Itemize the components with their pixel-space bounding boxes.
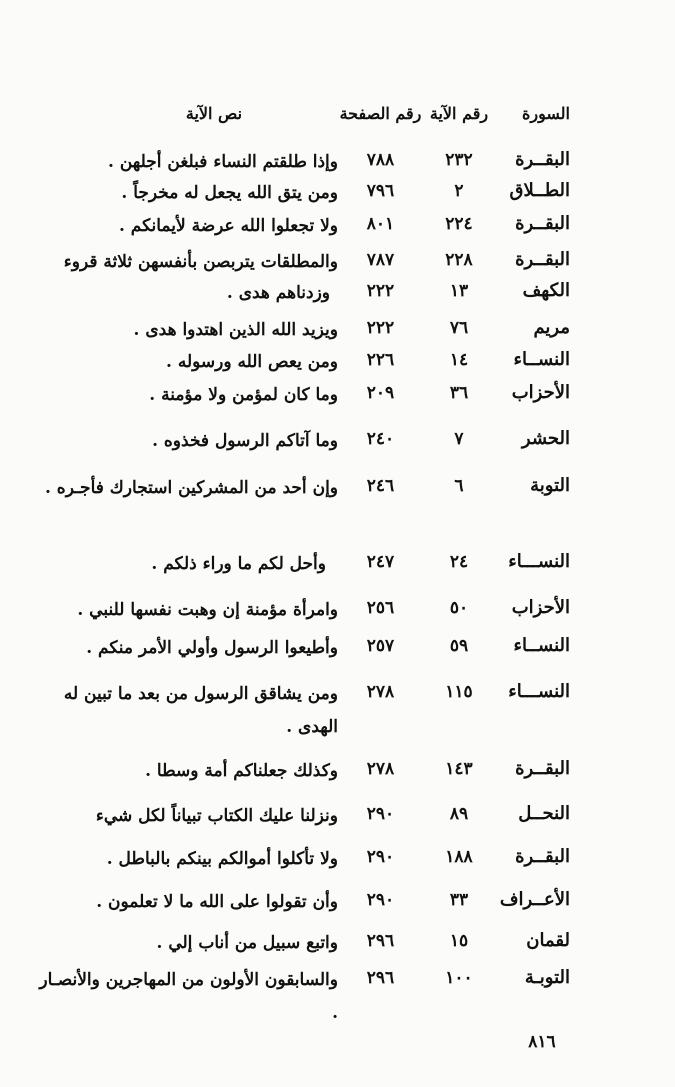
table-row [30, 927, 570, 960]
sura-name: البقــرة [515, 758, 570, 779]
table-row [30, 277, 570, 310]
table-row [30, 886, 570, 919]
ayah-text: وما آتاكم الرسول فخذوه . [152, 431, 338, 451]
ayah-text: ولا تجعلوا الله عرضة لأيمانكم . [118, 216, 338, 236]
ayah-text: ومن يعص الله ورسوله . [166, 352, 338, 372]
ayah-text: والمطلقات يتربصن بأنفسهن ثلاثة قروء [63, 252, 338, 272]
sura-name: الكهف [522, 280, 570, 301]
ayah-text: ومن يشاقق الرسول من بعد ما تبين له الهدى . [63, 684, 338, 737]
ayah-number: ٦ [454, 476, 464, 496]
table-row [30, 755, 570, 788]
page-number: ٢٢٢ [366, 318, 395, 338]
ayah-number: ٥٠ [449, 598, 469, 618]
header-sura: السورة [522, 104, 570, 123]
page-number: ٢٩٠ [366, 847, 395, 867]
table-row [30, 314, 570, 347]
page-number: ٢٢٦ [366, 350, 395, 370]
sura-name: النســـاء [508, 551, 570, 572]
page-number: ٢٧٨ [366, 759, 395, 779]
sura-name: الطــلاق [509, 180, 570, 201]
ayah-number: ٧٦ [449, 318, 469, 338]
ayah-number: ١٨٨ [445, 847, 473, 867]
sura-name: البقــرة [515, 213, 570, 234]
ayah-number: ٢ [454, 181, 464, 201]
ayah-number: ١١٥ [445, 682, 473, 702]
ayah-text: وكذلك جعلناكم أمة وسطا . [145, 761, 338, 781]
ayah-number: ١٥ [449, 931, 469, 951]
header-ayah-text: نص الآية [185, 104, 243, 123]
ayah-number: ٢٢٨ [445, 250, 473, 270]
ayah-number: ٢٢٤ [445, 214, 473, 234]
sura-name: التوبة [530, 475, 570, 496]
page-number: ٨٠١ [366, 214, 395, 234]
sura-name: مريم [533, 317, 570, 338]
sura-name: البقــرة [515, 846, 570, 867]
table-row [30, 678, 570, 744]
sura-name: البقــرة [515, 249, 570, 270]
table-row [30, 425, 570, 458]
page-number: ٢٩٦ [366, 968, 395, 988]
page-number: ٧٩٦ [366, 181, 395, 201]
ayah-text: وامرأة مؤمنة إن وهبت نفسها للنبي . [77, 600, 338, 620]
table-row [30, 246, 570, 279]
ayah-text: وأحل لكم ما وراء ذلكم . [151, 554, 326, 574]
ayah-text: واتبع سبيل من أناب إلي . [156, 933, 338, 953]
page-number: ٧٨٨ [366, 150, 395, 170]
table-row [30, 177, 570, 210]
table-row [30, 346, 570, 379]
ayah-text: ولا تأكلوا أموالكم بينكم بالباطل . [106, 849, 338, 869]
page-number: ٢٩٦ [366, 931, 395, 951]
sura-name: الأعــراف [499, 889, 570, 910]
table-row [30, 548, 570, 581]
ayah-text: وأن تقولوا على الله ما لا تعلمون . [96, 892, 338, 912]
ayah-text: ويزيد الله الذين اهتدوا هدى . [133, 320, 338, 340]
ayah-number: ٣٣ [449, 890, 469, 910]
sura-name: النســاء [513, 635, 570, 656]
page-number: ٢٤٦ [366, 476, 395, 496]
ayah-number: ٧ [454, 429, 464, 449]
sura-name: النحــل [518, 803, 570, 824]
table-row [30, 146, 570, 179]
table-row [30, 632, 570, 665]
page-number: ٢٥٦ [366, 598, 395, 618]
sura-name: الحشر [521, 428, 570, 449]
sura-name: البقــرة [515, 149, 570, 170]
page-number: ٢٢٢ [366, 281, 395, 301]
ayah-number: ١٠٠ [445, 968, 473, 988]
page-number: ٢٩٠ [366, 890, 395, 910]
table-header [30, 104, 570, 132]
table-row [30, 964, 570, 1030]
ayah-text: والسابقون الأولون من المهاجرين والأنصـار . [39, 970, 338, 1023]
table-row [30, 843, 570, 876]
ayah-number: ٨٩ [449, 804, 469, 824]
page-number: ٢٧٨ [366, 682, 395, 702]
table-row [30, 800, 570, 833]
ayah-number: ٢٣٢ [445, 150, 473, 170]
sura-name: الأحزاب [511, 382, 570, 403]
sura-name: النســاء [513, 349, 570, 370]
ayah-number: ١٣ [449, 281, 469, 301]
table-row [30, 210, 570, 243]
ayah-text: وإذا طلقتم النساء فبلغن أجلهن . [108, 152, 338, 172]
header-page-number: رقم الصفحة [339, 104, 422, 123]
page-number: ٢٥٧ [366, 636, 395, 656]
table-row [30, 472, 570, 505]
ayah-number: ٢٤ [449, 552, 469, 572]
table-row [30, 379, 570, 412]
table-row [30, 594, 570, 627]
page-number: ٢٤٧ [366, 552, 395, 572]
page-number: ٢٤٠ [366, 429, 395, 449]
ayah-text: وإن أحد من المشركين استجارك فأجـره . [44, 478, 338, 498]
sura-name: النســـاء [508, 681, 570, 702]
ayah-text: وزدناهم هدى . [226, 283, 330, 303]
ayah-number: ١٤ [449, 350, 469, 370]
sura-name: الأحزاب [511, 597, 570, 618]
ayah-number: ٣٦ [449, 383, 469, 403]
page-number: ٢٩٠ [366, 804, 395, 824]
page-number: ٢٠٩ [366, 383, 395, 403]
ayah-text: وما كان لمؤمن ولا مؤمنة . [149, 385, 338, 405]
page-number: ٧٨٧ [366, 250, 395, 270]
sura-name: لقمان [526, 930, 570, 951]
header-ayah-number: رقم الآية [429, 104, 489, 123]
ayah-text: ومن يتق الله يجعل له مخرجاً . [121, 183, 338, 203]
ayah-text: ونزلنا عليك الكتاب تبياناً لكل شيء [95, 806, 338, 826]
sura-name: التوبـة [524, 967, 570, 988]
footer-page-number: ٨١٦ [528, 1032, 556, 1052]
ayah-number: ١٤٣ [445, 759, 473, 779]
ayah-number: ٥٩ [449, 636, 469, 656]
ayah-text: وأطيعوا الرسول وأولي الأمر منكم . [86, 638, 338, 658]
